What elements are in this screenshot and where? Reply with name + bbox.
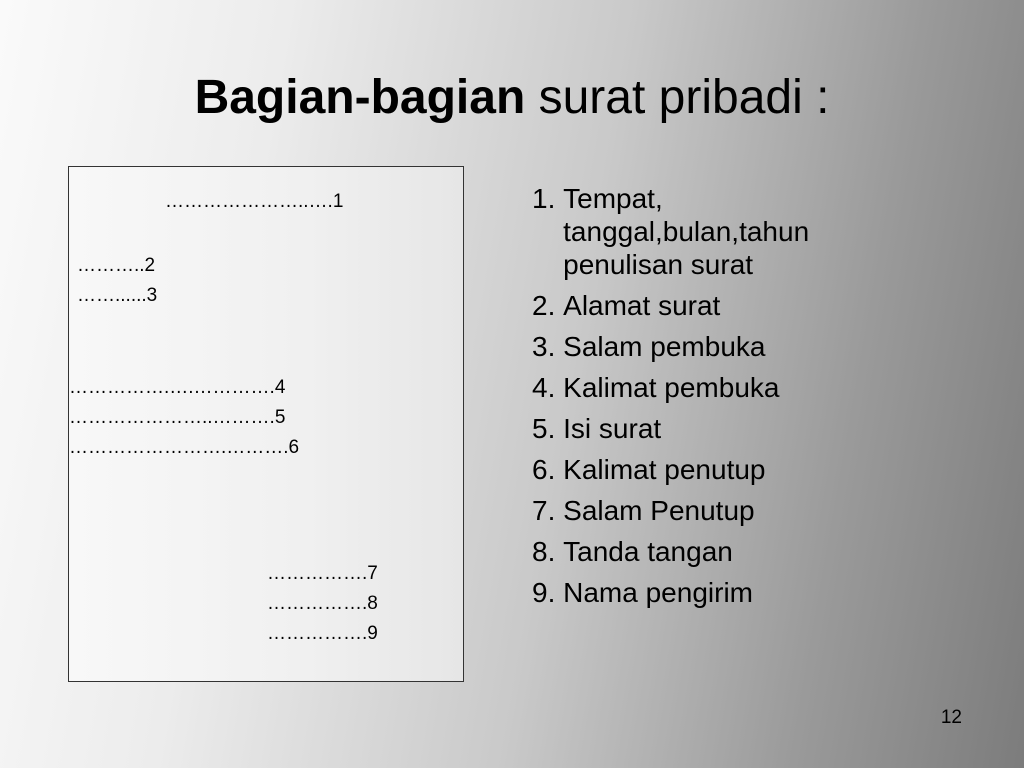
- list-item: [532, 535, 952, 568]
- list-item-number: 8.: [532, 536, 556, 567]
- list-item: [532, 371, 952, 404]
- letter-line-closing-greeting: …………….7: [267, 563, 378, 584]
- list-item: [532, 412, 952, 445]
- list-item-number: 2.: [532, 290, 556, 321]
- list-item-text: Salam Penutup: [563, 495, 755, 526]
- list-item-text: Salam pembuka: [563, 331, 766, 362]
- letter-line-opening: …………….….………….4: [69, 377, 286, 398]
- list-item-text: Tanda tangan: [563, 536, 733, 567]
- slide-title: [0, 70, 1024, 126]
- list-item: [532, 289, 952, 322]
- list-item-number: 1.: [532, 183, 556, 214]
- list-item-number: 7.: [532, 495, 556, 526]
- list-item-text: Kalimat penutup: [563, 454, 766, 485]
- list-item-text: Isi surat: [563, 413, 662, 444]
- list-item-number: 4.: [532, 372, 556, 403]
- slide-title-bold: Bagian-bagian: [194, 71, 526, 124]
- page-number: 12: [940, 707, 962, 728]
- list-item-number: 5.: [532, 413, 556, 444]
- letter-parts-list: [532, 182, 952, 617]
- letter-line-date: …………………..….1: [165, 191, 344, 212]
- list-item: [532, 182, 952, 281]
- list-item-text: Kalimat pembuka: [563, 372, 780, 403]
- letter-line-closing: …………………….……….6: [69, 437, 300, 458]
- list-item: [532, 330, 952, 363]
- list-item-number: 9.: [532, 577, 556, 608]
- letter-line-greeting: ……......3: [77, 285, 158, 306]
- letter-line-signature: …………….8: [267, 593, 378, 614]
- list-item: [532, 453, 952, 486]
- list-item-text: Tempat, tanggal,bulan,tahun penulisan surat: [563, 183, 810, 280]
- letter-template-box: [68, 166, 464, 682]
- letter-line-body: …………………..……….5: [69, 407, 286, 428]
- list-item-number: 6.: [532, 454, 556, 485]
- letter-line-sender-name: …………….9: [267, 623, 378, 644]
- list-item-text: Nama pengirim: [563, 577, 753, 608]
- list-item-number: 3.: [532, 331, 556, 362]
- list-item-text: Alamat surat: [563, 290, 721, 321]
- list-item: [532, 494, 952, 527]
- list-item: [532, 576, 952, 609]
- slide-title-rest: surat pribadi :: [525, 71, 830, 124]
- letter-line-address: ………..2: [77, 255, 156, 276]
